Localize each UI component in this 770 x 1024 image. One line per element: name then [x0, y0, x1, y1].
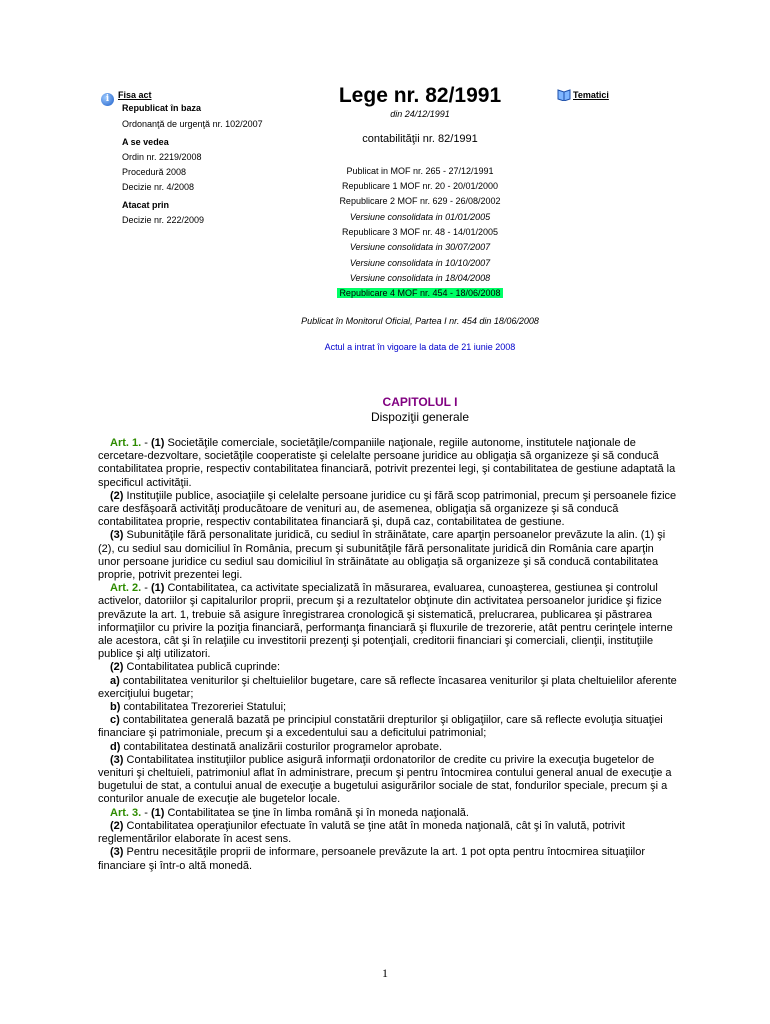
atacat-item[interactable]: Decizie nr. 222/2009 [122, 215, 205, 225]
publication-item[interactable]: Republicare 1 MOF nr. 20 - 20/01/2000 [341, 181, 499, 191]
publication-item[interactable]: Republicare 2 MOF nr. 629 - 26/08/2002 [339, 196, 501, 206]
article-paragraph: c) contabilitatea generală bazată pe principiul constatării drepturilor şi obligaţiilor, care să reflecte evoluţia situaţiei financiare şi patrimoniale, precum şi a excedentului sau a deficitului patrimonial; [98, 714, 663, 740]
article-paragraph: (3) Pentru necesităţile proprii de informare, persoanele prevăzute la art. 1 pot opta pentru întocmirea situaţiilor financiare şi într-o altă monedă. [98, 846, 646, 872]
article-paragraph: b) contabilitatea Trezoreriei Statului; [110, 701, 287, 714]
law-body [98, 437, 678, 873]
article-paragraph: (2) Contabilitatea operaţiunilor efectuate în valută se ţine atât în moneda naţională, cât şi în valută, potrivit reglementărilor elaborate în acest sens. [98, 819, 625, 846]
page-number: 1 [382, 966, 388, 980]
see-item[interactable]: Decizie nr. 4/2008 [122, 182, 195, 192]
article-paragraph: (2) Instituţiile publice, asociaţiile şi celelalte persoane juridice cu şi fără scop patrimonial, precum şi persoanele fizice care desfăşoară activităţi producătoare de venituri au, de asemenea, obligaţia să organizeze şi să conducă contabilitatea proprie, respectiv contabilitatea financiară şi, după caz, contabilitatea de gestiune. [98, 489, 677, 529]
article-paragraph: (2) Contabilitatea publică cuprinde: [110, 661, 280, 674]
republicat-label: Republicat în baza [122, 103, 202, 113]
article-paragraph: (3) Contabilitatea instituţiilor publice asigură informaţii ordonatorilor de credite cu privire la execuţia bugetelor de venituri şi cheltuieli, patrimoniul aflat în administrare, precum şi pentru întocmirea contului general anual de execuţie a bugetului de stat, a contului anual de execuţie a bugetului asigurărilor sociale de stat, fondurilor speciale, precum şi a conturilor anuale de execuţie ale bugetelor locale. [98, 753, 672, 806]
publication-item[interactable]: Republicare 3 MOF nr. 48 - 14/01/2005 [341, 227, 499, 237]
publication-item-current[interactable]: Republicare 4 MOF nr. 454 - 18/06/2008 [339, 288, 501, 298]
title-date: din 24/12/1991 [390, 109, 450, 119]
article-paragraph: Art. 2. - (1) Contabilitatea, ca activitate specializată în măsurarea, evaluarea, cunoaşterea, gestiunea şi controlul activelor, datoriilor şi capitalurilor proprii, precum şi a rezultatelor obţinute din activitatea persoanelor juridice şi fizice prevăzute la art. 1, trebuie să asigure înregistrarea cronologică şi sistematică, prelucrarea, publicarea şi păstrarea informaţiilor cu privire la poziţia financiară, performanţa financiară şi fluxurile de trezorerie, atât pentru cerinţele interne ale acestora, cât şi în relaţiile cu investitorii prezenţi şi potenţiali, creditorii financiari şi comerciali, clienţii, instituţiile publice şi alţi utilizatori. [98, 582, 673, 661]
article-paragraph: a) contabilitatea veniturilor şi cheltuielilor bugetare, care să reflecte încasarea veniturilor şi plata cheltuielilor aferente exerciţiului bugetar; [98, 674, 677, 700]
chapter-title: CAPITOLUL I [382, 395, 458, 409]
article-paragraph: Art. 1. - (1) Societăţile comerciale, societăţile/companiile naţionale, regiile autonome, institutele naţionale de cercetare-dezvoltare, societăţile cooperatiste şi celelalte persoane juridice au obligaţia să organizeze şi să conducă contabilitatea proprie, respectiv contabilitatea financiară, potrivit prezentei legi, şi contabilitatea de gestiune adaptată la specificul activităţii. [98, 437, 676, 489]
chapter-subtitle: Dispoziţii generale [370, 410, 470, 424]
see-item[interactable]: Procedură 2008 [122, 167, 187, 177]
title-subtitle: contabilităţii nr. 82/1991 [362, 133, 478, 145]
book-icon[interactable] [557, 88, 571, 106]
tematici-link[interactable]: Tematici [573, 90, 609, 100]
info-icon[interactable]: i [101, 88, 114, 106]
a-se-vedea-label: A se vedea [122, 137, 169, 147]
in-force-text: Actul a intrat în vigoare la data de 21 iunie 2008 [324, 342, 516, 352]
publication-item[interactable]: Versiune consolidata in 18/04/2008 [349, 273, 491, 283]
publication-item[interactable]: Versiune consolidata in 10/10/2007 [349, 258, 491, 268]
article-paragraph: d) contabilitatea destinată analizării costurilor programelor aprobate. [110, 740, 443, 753]
publication-item[interactable]: Versiune consolidata in 01/01/2005 [349, 212, 491, 222]
published-in-text: Publicat în Monitorul Oficial, Partea I nr. 454 din 18/06/2008 [301, 316, 539, 326]
atacat-prin-label: Atacat prin [122, 200, 170, 210]
page-title: Lege nr. 82/1991 [338, 84, 502, 107]
publication-item[interactable]: Publicat in MOF nr. 265 - 27/12/1991 [346, 166, 494, 176]
see-item[interactable]: Ordin nr. 2219/2008 [122, 152, 202, 162]
article-paragraph: Art. 3. - (1) Contabilitatea se ţine în limba română şi în moneda naţională. [110, 806, 469, 819]
ordonanta-link[interactable]: Ordonanţă de urgenţă nr. 102/2007 [122, 119, 263, 129]
publication-item[interactable]: Versiune consolidata in 30/07/2007 [349, 242, 491, 252]
fisa-act-link[interactable]: Fisa act [118, 90, 152, 100]
article-paragraph: (3) Subunităţile fără personalitate juridică, cu sediul în străinătate, care aparţin persoanelor prevăzute la alin. (1) şi (2), cu sediul sau domiciliul în România, precum şi subunităţile fără personalitate juridică din România care aparţin unor persoane juridice cu sediul sau domiciliul în străinătate au obligaţia să organizeze şi să conducă contabilitatea proprie, potrivit prezentei legi. [98, 529, 666, 582]
